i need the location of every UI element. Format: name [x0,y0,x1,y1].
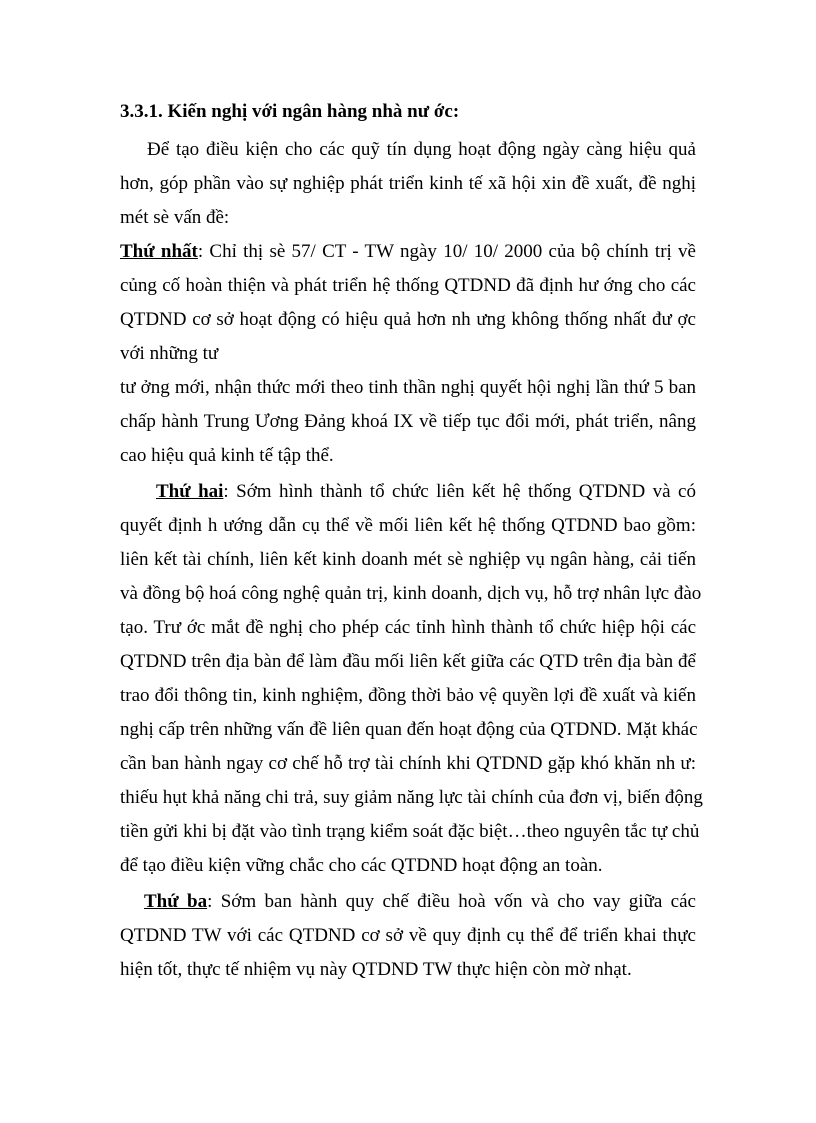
third-line-2: QTDND TW với các QTDND cơ sở về quy định cụ thể để triển khai thực [120,925,696,946]
second-line-11: tiền gửi khi bị đặt vào tình trạng kiểm soát đặc biệt…theo nguyên tắc tự chủ [120,821,700,842]
third-label: Thứ ba [144,891,208,912]
first-label: Thứ nhất [120,241,198,262]
second-line-12: để tạo điều kiện vững chắc cho các QTDND hoạt động an toàn. [120,855,603,876]
second-line-7: trao đổi thông tin, kinh nghiệm, đồng thời bảo vệ quyền lợi đề xuất và kiến [120,685,696,706]
section-heading: 3.3.1. Kiến nghị với ngân hàng nhà nư ớc: [120,101,460,122]
first-line-6: chấp hành Trung Ương Đảng khoá IX về tiếp tục đổi mới, phát triển, nâng [120,411,696,432]
second-line-10: thiếu hụt khả năng chi trả, suy giảm năng lực tài chính của đơn vị, biến động [120,787,703,808]
second-line-1 [156,480,696,504]
first-line-1 [120,240,696,264]
first-line-4: với những tư [120,343,219,364]
first-line-2: củng cố hoàn thiện và phát triển hệ thống QTDND đã định hư ớng cho các [120,275,696,296]
second-line-2: quyết định h ướng dẫn cụ thể về mối liên kết hệ thống QTDND bao gồm: [120,515,696,536]
intro-line-1: Để tạo điều kiện cho các quỹ tín dụng hoạt động ngày càng hiệu quả [147,139,696,160]
first-line-3: QTDND cơ sở hoạt động có hiệu quả hơn nh ưng không thống nhất đư ợc [120,309,696,330]
second-line-6: QTDND trên địa bàn để làm đầu mối liên kết giữa các QTD trên địa bàn để [120,651,696,672]
third-line-1 [144,890,696,914]
second-line-3: liên kết tài chính, liên kết kinh doanh mét sè nghiệp vụ ngân hàng, cải tiến [120,549,696,570]
first-line-1-text: : Chỉ thị sè 57/ CT - TW ngày 10/ 10/ 2000 của bộ chính trị về [197,241,696,262]
first-line-5: tư ởng mới, nhận thức mới theo tinh thần nghị quyết hội nghị lần thứ 5 ban [120,377,696,398]
second-line-5: tạo. Trư ớc mắt đề nghị cho phép các tỉnh hình thành tổ chức hiệp hội các [120,617,696,638]
second-line-1-text: : Sớm hình thành tổ chức liên kết hệ thống QTDND và có [223,481,696,502]
first-line-7: cao hiệu quả kinh tế tập thể. [120,445,334,466]
second-line-4: và đồng bộ hoá công nghệ quản trị, kinh doanh, dịch vụ, hỗ trợ nhân lực đào [120,583,702,604]
third-line-1-text: : Sớm ban hành quy chế điều hoà vốn và cho vay giữa các [207,891,696,912]
third-line-3: hiện tốt, thực tế nhiệm vụ này QTDND TW thực hiện còn mờ nhạt. [120,959,632,980]
intro-line-3: mét sè vấn đề: [120,207,230,228]
second-label: Thứ hai [156,481,224,502]
second-line-8: nghị cấp trên những vấn đề liên quan đến hoạt động của QTDND. Mặt khác [120,719,698,740]
second-line-9: cần ban hành ngay cơ chế hỗ trợ tài chính khi QTDND gặp khó khăn nh ư: [120,753,696,774]
intro-line-2: hơn, góp phần vào sự nghiệp phát triển kinh tế xã hội xin đề xuất, đề nghị [120,173,696,194]
